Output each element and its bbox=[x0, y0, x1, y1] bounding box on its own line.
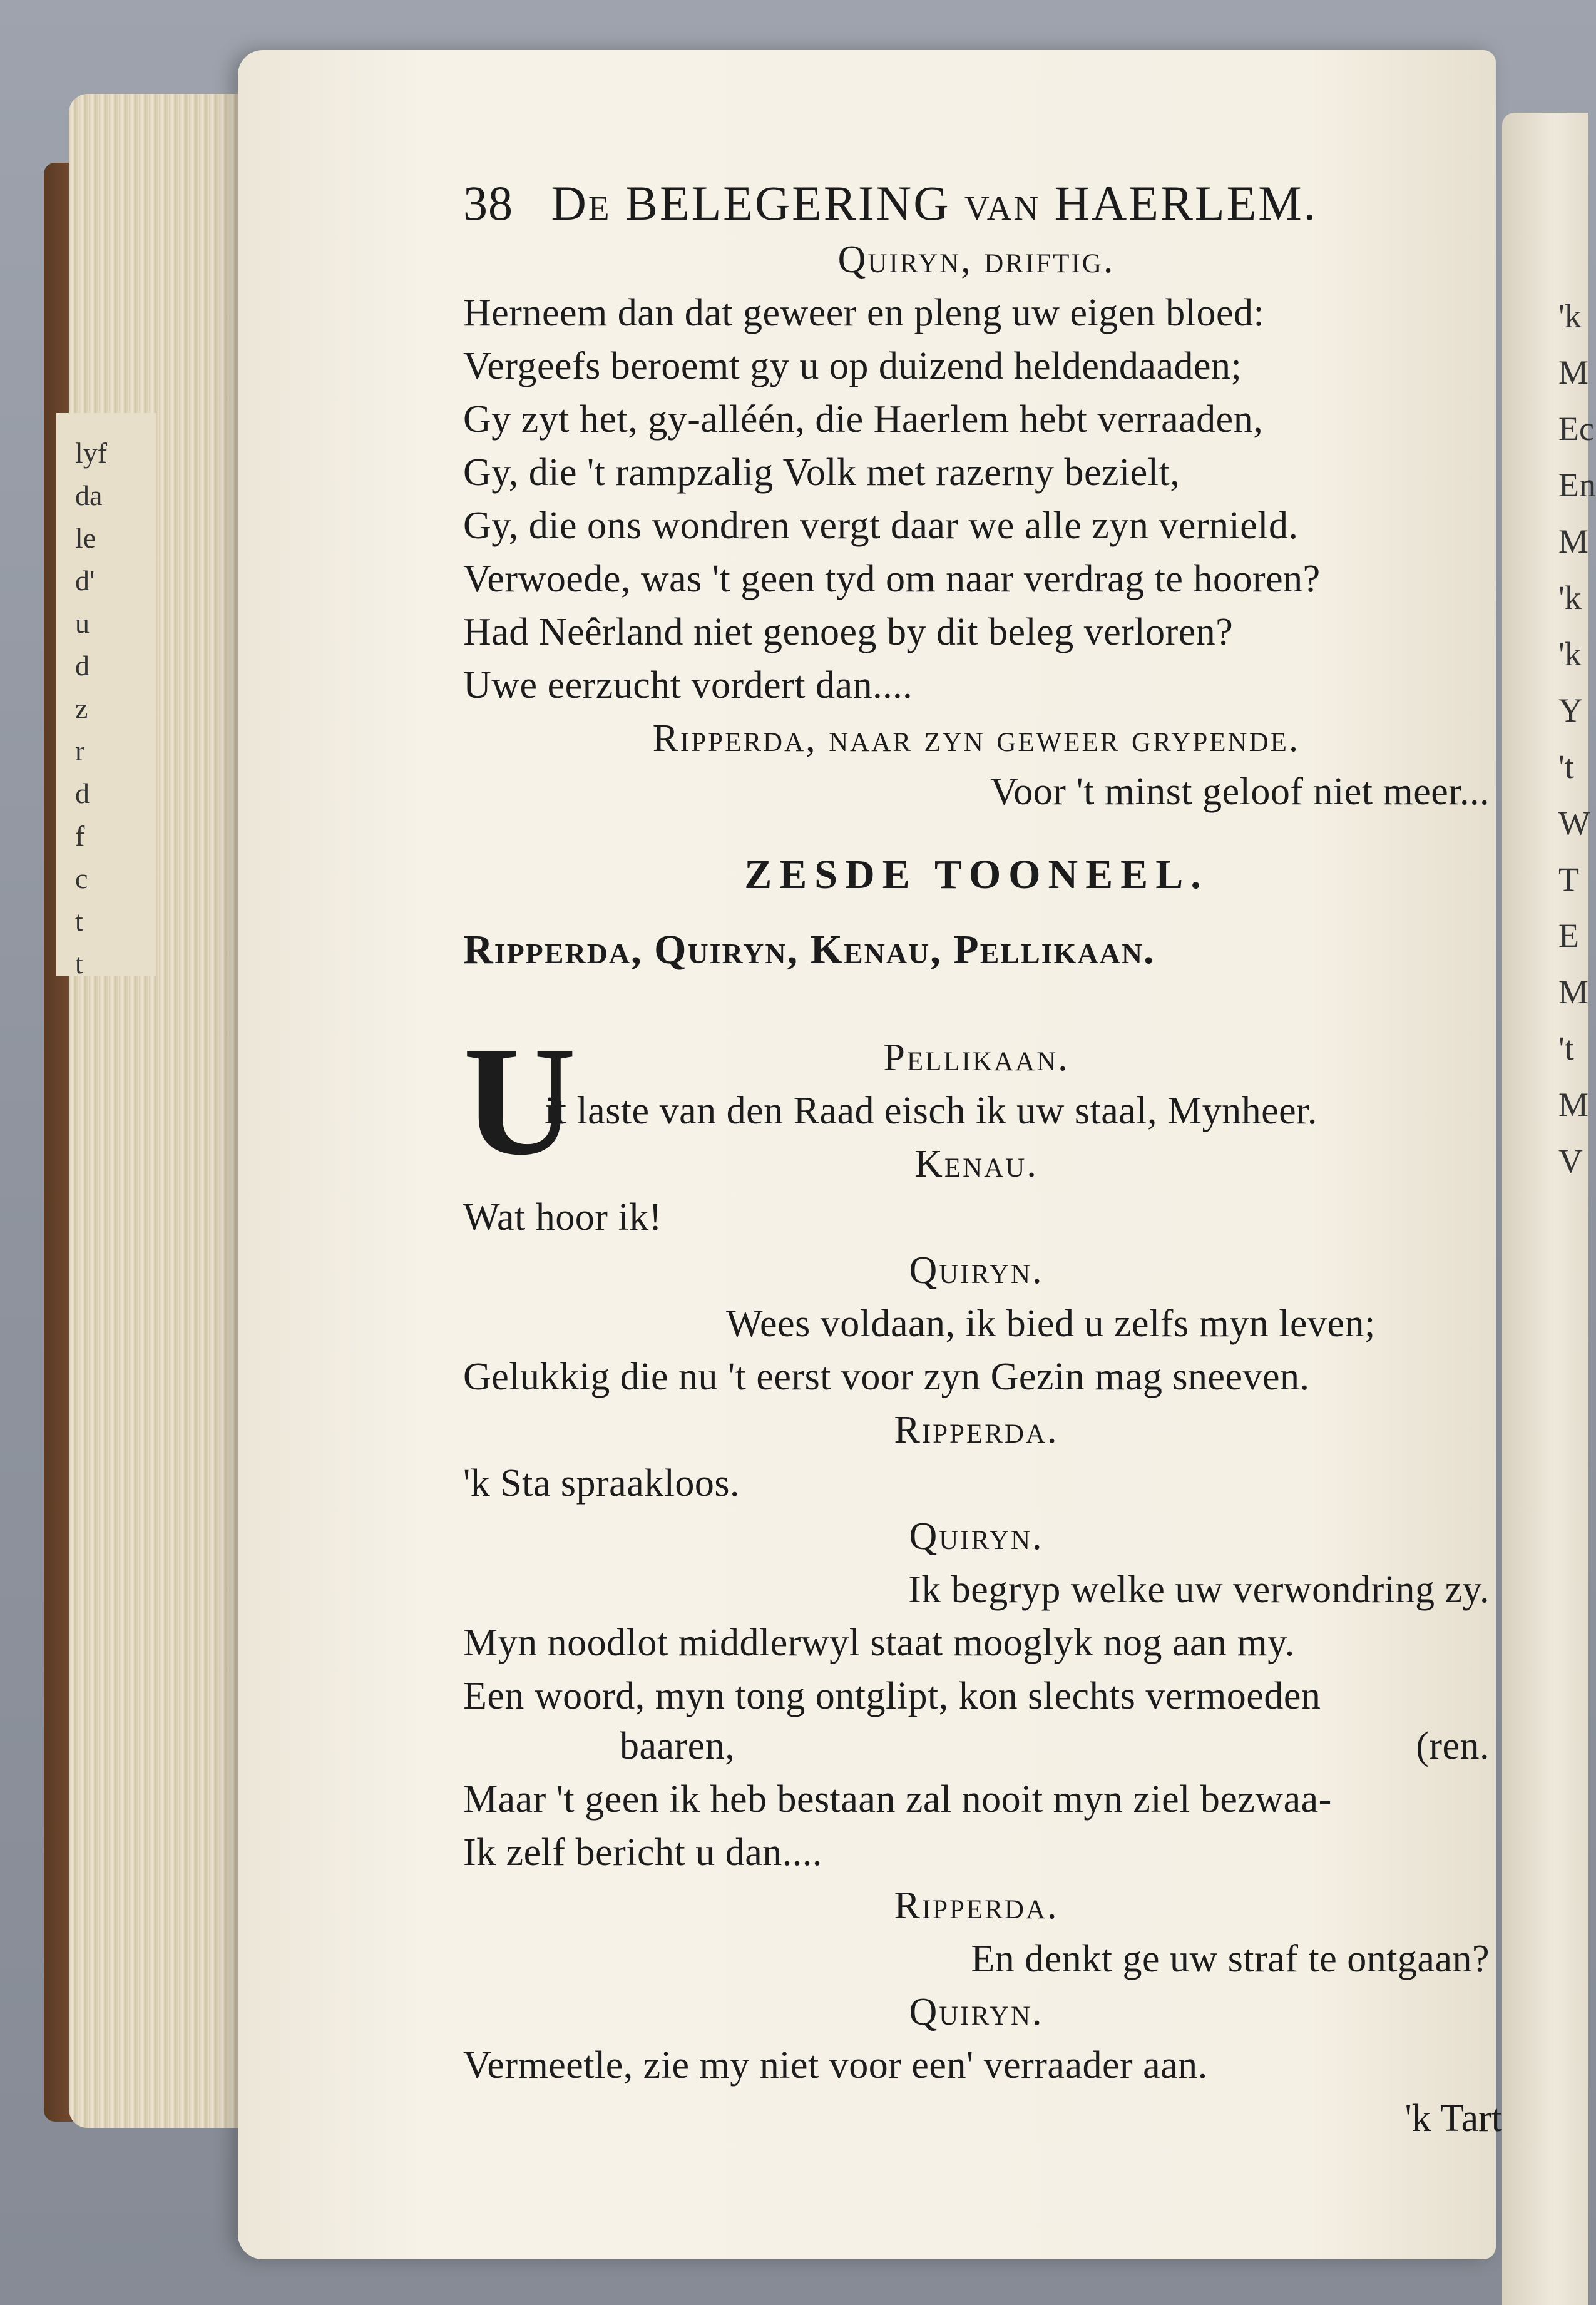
running-title: De BELEGERING van HAERLEM. bbox=[551, 176, 1318, 230]
verse-line: Gy, die ons wondren vergt daar we alle zyn vernield. bbox=[463, 504, 1299, 547]
fragment-line: t bbox=[75, 948, 83, 979]
fragment-line: M bbox=[1558, 523, 1589, 560]
speaker-heading: Quiryn. bbox=[909, 1249, 1044, 1292]
verse-line: Gy zyt het, gy-alléén, die Haerlem hebt verraaden, bbox=[463, 398, 1264, 441]
fragment-line: 'k bbox=[1558, 579, 1582, 616]
fragment-line: 'k bbox=[1558, 635, 1582, 673]
fragment-line: f bbox=[75, 820, 85, 852]
verse-line: Herneem dan dat geweer en pleng uw eigen bloed: bbox=[463, 292, 1265, 334]
verse-line: (ren. bbox=[1416, 1725, 1490, 1767]
fragment-line: c bbox=[75, 862, 88, 894]
fragment-line: En bbox=[1558, 466, 1596, 504]
page-number: 38 bbox=[463, 176, 513, 230]
verse-line: it laste van den Raad eisch ik uw staal, Mynheer. bbox=[545, 1090, 1317, 1132]
speaker-heading: Ripperda, naar zyn geweer grypende. bbox=[652, 717, 1301, 760]
verse-line: Wees voldaan, ik bied u zelfs myn leven; bbox=[726, 1302, 1376, 1345]
verse-line: Had Neêrland niet genoeg by dit beleg verloren? bbox=[463, 611, 1234, 653]
verse-line: 'k Sta spraakloos. bbox=[463, 1462, 740, 1505]
verse-line: Myn noodlot middlerwyl staat mooglyk nog aan my. bbox=[463, 1622, 1295, 1664]
speaker-heading: Ripperda. bbox=[894, 1884, 1059, 1927]
verse-line: Ik begryp welke uw verwondring zy. bbox=[908, 1568, 1490, 1611]
fragment-line: V bbox=[1558, 1142, 1583, 1180]
fragment-line: d bbox=[75, 777, 90, 809]
fragment-line: le bbox=[75, 522, 96, 554]
verse-line: Gy, die 't rampzalig Volk met razerny bezielt, bbox=[463, 451, 1180, 494]
fragment-line: M bbox=[1558, 1086, 1589, 1123]
verse-line: Vermeetle, zie my niet voor een' verraader aan. bbox=[463, 2044, 1208, 2087]
fragment-line: 't bbox=[1558, 748, 1574, 785]
running-head bbox=[463, 175, 1317, 232]
verse-line: Vergeefs beroemt gy u op duizend heldendaaden; bbox=[463, 345, 1242, 387]
verse-line: Voor 't minst geloof niet meer... bbox=[990, 770, 1490, 813]
cast-list: Ripperda, Quiryn, Kenau, Pellikaan. bbox=[463, 927, 1155, 973]
scene-heading: ZESDE TOONEEL. bbox=[744, 852, 1209, 897]
verse-line: Maar 't geen ik heb bestaan zal nooit myn ziel bezwaa- bbox=[463, 1778, 1332, 1821]
fragment-line: W bbox=[1558, 804, 1590, 842]
catchword: 'k Tart bbox=[1404, 2097, 1502, 2140]
fragment-line: 'k bbox=[1558, 297, 1582, 335]
fragment-line: d bbox=[75, 650, 90, 682]
fragment-line: Ec bbox=[1558, 410, 1594, 447]
fragment-line: z bbox=[75, 692, 88, 724]
verse-line: Verwoede, was 't geen tyd om naar verdrag te hooren? bbox=[463, 558, 1321, 600]
verse-line: Uwe eerzucht vordert dan.... bbox=[463, 664, 913, 707]
fragment-line: M bbox=[1558, 973, 1589, 1011]
fragment-line: T bbox=[1558, 861, 1579, 898]
speaker-heading: Quiryn. bbox=[909, 1991, 1044, 2033]
verse-line: Gelukkig die nu 't eerst voor zyn Gezin mag sneeven. bbox=[463, 1356, 1310, 1398]
fragment-line: M bbox=[1558, 354, 1589, 391]
fragment-line: E bbox=[1558, 917, 1579, 954]
fragment-line: t bbox=[75, 905, 83, 937]
fragment-line: d' bbox=[75, 565, 95, 596]
fragment-line: Y bbox=[1558, 692, 1583, 729]
drop-cap: U bbox=[463, 1015, 576, 1188]
verse-line: baaren, bbox=[620, 1725, 735, 1767]
speaker-heading: Quiryn. bbox=[909, 1515, 1044, 1558]
fragment-line: u bbox=[75, 607, 90, 639]
speaker-heading: Pellikaan. bbox=[883, 1036, 1070, 1079]
right-page-fragment bbox=[1502, 113, 1596, 2305]
verse-line: En denkt ge uw straf te ontgaan? bbox=[971, 1938, 1490, 1980]
fragment-line: lyf bbox=[75, 437, 108, 469]
speaker-heading: Quiryn, driftig. bbox=[837, 238, 1115, 281]
fragment-line: r bbox=[75, 735, 85, 767]
verse-line: Ik zelf bericht u dan.... bbox=[463, 1831, 822, 1874]
speaker-heading: Ripperda. bbox=[894, 1409, 1059, 1451]
fragment-line: 't bbox=[1558, 1030, 1574, 1067]
verse-line: Wat hoor ik! bbox=[463, 1196, 662, 1239]
verse-line: Een woord, myn tong ontglipt, kon slechts vermoeden bbox=[463, 1675, 1321, 1717]
speaker-heading: Kenau. bbox=[914, 1143, 1038, 1185]
fragment-line: da bbox=[75, 479, 103, 511]
left-page-fragment bbox=[56, 413, 156, 979]
